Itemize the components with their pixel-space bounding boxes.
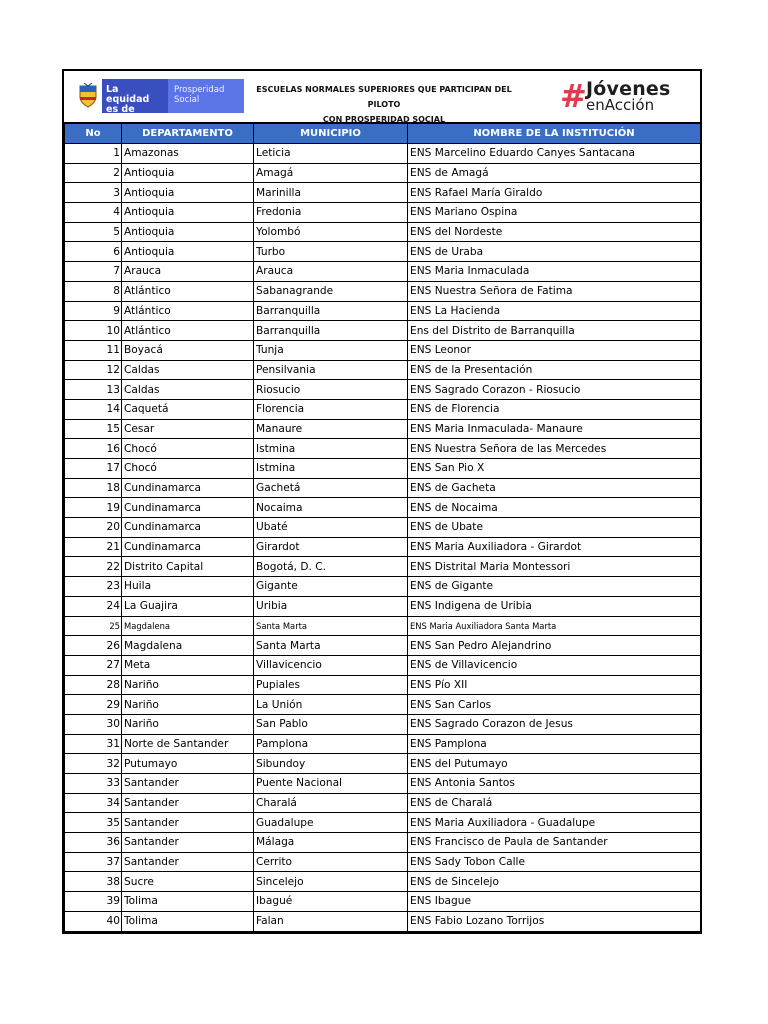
row-departamento: Cesar <box>122 419 254 439</box>
row-institucion: Ens del Distrito de Barranquilla <box>408 321 701 341</box>
table-row <box>65 459 701 479</box>
row-institucion: ENS La Hacienda <box>408 301 701 321</box>
row-municipio: Gachetá <box>254 478 408 498</box>
column-header-no: No <box>65 124 122 144</box>
row-municipio: Sincelejo <box>254 872 408 892</box>
row-institucion: ENS Rafael María Giraldo <box>408 183 701 203</box>
row-departamento: Arauca <box>122 262 254 282</box>
row-departamento: Chocó <box>122 459 254 479</box>
row-institucion: ENS Maria Inmaculada <box>408 262 701 282</box>
row-municipio: Marinilla <box>254 183 408 203</box>
logo-ja-line2: enAcción <box>586 96 655 114</box>
row-departamento: Antioquia <box>122 242 254 262</box>
row-departamento: Santander <box>122 774 254 794</box>
table-row <box>65 577 701 597</box>
row-municipio: Sibundoy <box>254 754 408 774</box>
row-number: 9 <box>65 301 122 321</box>
table-row <box>65 655 701 675</box>
row-institucion: ENS del Nordeste <box>408 222 701 242</box>
row-municipio: Girardot <box>254 537 408 557</box>
row-number: 25 <box>65 616 122 636</box>
row-institucion: ENS Maria Auxiliadora - Guadalupe <box>408 813 701 833</box>
row-municipio: Pamplona <box>254 734 408 754</box>
logo-ja-line1: Jóvenes <box>586 78 671 100</box>
column-header-departamento: DEPARTAMENTO <box>122 124 254 144</box>
row-institucion: ENS San Carlos <box>408 695 701 715</box>
row-institucion: ENS de Gacheta <box>408 478 701 498</box>
table-row <box>65 340 701 360</box>
table-row <box>65 321 701 341</box>
row-number: 15 <box>65 419 122 439</box>
row-departamento: Santander <box>122 852 254 872</box>
row-municipio: Puente Nacional <box>254 774 408 794</box>
table-row <box>65 675 701 695</box>
row-number: 10 <box>65 321 122 341</box>
row-institucion: ENS Pío XII <box>408 675 701 695</box>
row-number: 12 <box>65 360 122 380</box>
row-municipio: Charalá <box>254 793 408 813</box>
row-number: 14 <box>65 399 122 419</box>
row-number: 19 <box>65 498 122 518</box>
row-institucion: ENS Leonor <box>408 340 701 360</box>
row-institucion: ENS de Sincelejo <box>408 872 701 892</box>
logo-equidad-line2: es de todos <box>106 104 137 125</box>
row-institucion: ENS San Pedro Alejandrino <box>408 636 701 656</box>
table-row <box>65 734 701 754</box>
row-municipio: Pensilvania <box>254 360 408 380</box>
row-municipio: Ibagué <box>254 892 408 912</box>
row-municipio: Nocaima <box>254 498 408 518</box>
row-departamento: Magdalena <box>122 636 254 656</box>
row-number: 18 <box>65 478 122 498</box>
document-header <box>64 71 700 123</box>
table-row <box>65 695 701 715</box>
table-row <box>65 754 701 774</box>
row-departamento: La Guajira <box>122 596 254 616</box>
column-header-municipio: MUNICIPIO <box>254 124 408 144</box>
row-institucion: ENS de Uraba <box>408 242 701 262</box>
row-number: 31 <box>65 734 122 754</box>
table-row <box>65 852 701 872</box>
row-number: 37 <box>65 852 122 872</box>
row-departamento: Nariño <box>122 714 254 734</box>
table-row <box>65 892 701 912</box>
row-municipio: Sabanagrande <box>254 281 408 301</box>
table-row <box>65 144 701 164</box>
row-municipio: Cerrito <box>254 852 408 872</box>
row-institucion: ENS Sagrado Corazon - Riosucio <box>408 380 701 400</box>
row-number: 1 <box>65 144 122 164</box>
row-departamento: Caldas <box>122 380 254 400</box>
row-institucion: ENS de Amagá <box>408 163 701 183</box>
row-departamento: Nariño <box>122 695 254 715</box>
title-line1: ESCUELAS NORMALES SUPERIORES QUE PARTICIPAN DEL PILOTO <box>256 85 512 109</box>
row-institucion: ENS Pamplona <box>408 734 701 754</box>
row-number: 35 <box>65 813 122 833</box>
row-departamento: Boyacá <box>122 340 254 360</box>
row-municipio: Manaure <box>254 419 408 439</box>
row-departamento: Sucre <box>122 872 254 892</box>
prosperidad-social-logo <box>74 79 244 125</box>
row-number: 34 <box>65 793 122 813</box>
row-number: 3 <box>65 183 122 203</box>
row-departamento: Caldas <box>122 360 254 380</box>
row-departamento: Atlántico <box>122 281 254 301</box>
row-institucion: ENS Francisco de Paula de Santander <box>408 833 701 853</box>
row-institucion: ENS Nuestra Señora de las Mercedes <box>408 439 701 459</box>
row-municipio: Guadalupe <box>254 813 408 833</box>
row-institucion: ENS Distrital Maria Montessori <box>408 557 701 577</box>
row-number: 33 <box>65 774 122 794</box>
row-number: 36 <box>65 833 122 853</box>
row-number: 16 <box>65 439 122 459</box>
row-municipio: Gigante <box>254 577 408 597</box>
row-municipio: Istmina <box>254 459 408 479</box>
row-institucion: ENS Sagrado Corazon de Jesus <box>408 714 701 734</box>
table-row <box>65 636 701 656</box>
document-title <box>244 82 524 127</box>
colombia-shield-icon <box>74 79 102 113</box>
row-number: 27 <box>65 655 122 675</box>
logo-prosperidad-line2: Social <box>174 95 200 105</box>
table-row <box>65 616 701 636</box>
row-municipio: Barranquilla <box>254 301 408 321</box>
row-number: 20 <box>65 518 122 538</box>
row-departamento: Santander <box>122 793 254 813</box>
row-number: 39 <box>65 892 122 912</box>
row-institucion: ENS Mariano Ospina <box>408 203 701 223</box>
row-departamento: Cundinamarca <box>122 518 254 538</box>
row-municipio: Istmina <box>254 439 408 459</box>
row-municipio: Uribia <box>254 596 408 616</box>
row-number: 38 <box>65 872 122 892</box>
table-row <box>65 774 701 794</box>
row-number: 6 <box>65 242 122 262</box>
row-number: 28 <box>65 675 122 695</box>
row-departamento: Magdalena <box>122 616 254 636</box>
row-number: 40 <box>65 911 122 931</box>
row-municipio: Turbo <box>254 242 408 262</box>
row-departamento: Amazonas <box>122 144 254 164</box>
jovenes-en-accion-logo <box>560 79 700 115</box>
row-institucion: ENS del Putumayo <box>408 754 701 774</box>
logo-equidad-text <box>102 79 168 125</box>
row-departamento: Atlántico <box>122 321 254 341</box>
row-municipio: Santa Marta <box>254 636 408 656</box>
row-departamento: Santander <box>122 833 254 853</box>
row-municipio: Falan <box>254 911 408 931</box>
row-number: 23 <box>65 577 122 597</box>
table-row <box>65 163 701 183</box>
row-number: 26 <box>65 636 122 656</box>
document-sheet <box>62 69 702 934</box>
column-header-institucion: NOMBRE DE LA INSTITUCIÓN <box>408 124 701 144</box>
row-departamento: Meta <box>122 655 254 675</box>
row-departamento: Antioquia <box>122 163 254 183</box>
row-departamento: Caquetá <box>122 399 254 419</box>
row-institucion: ENS Antonia Santos <box>408 774 701 794</box>
row-municipio: Arauca <box>254 262 408 282</box>
row-departamento: Norte de Santander <box>122 734 254 754</box>
row-number: 2 <box>65 163 122 183</box>
row-municipio: Bogotá, D. C. <box>254 557 408 577</box>
table-row <box>65 498 701 518</box>
row-municipio: Fredonia <box>254 203 408 223</box>
row-institucion: ENS Maria Auxiliadora - Girardot <box>408 537 701 557</box>
row-departamento: Santander <box>122 813 254 833</box>
row-number: 5 <box>65 222 122 242</box>
row-departamento: Cundinamarca <box>122 537 254 557</box>
row-departamento: Tolima <box>122 892 254 912</box>
row-institucion: ENS Maria Auxiliadora Santa Marta <box>408 616 701 636</box>
row-number: 13 <box>65 380 122 400</box>
row-departamento: Nariño <box>122 675 254 695</box>
row-municipio: Amagá <box>254 163 408 183</box>
hashtag-icon: # <box>560 77 587 115</box>
table-row <box>65 518 701 538</box>
table-row <box>65 911 701 931</box>
table-row <box>65 439 701 459</box>
row-departamento: Antioquia <box>122 183 254 203</box>
row-institucion: ENS de Ubate <box>408 518 701 538</box>
table-body <box>65 144 701 932</box>
table-row <box>65 714 701 734</box>
row-number: 4 <box>65 203 122 223</box>
table-row <box>65 281 701 301</box>
row-departamento: Chocó <box>122 439 254 459</box>
row-municipio: Málaga <box>254 833 408 853</box>
table-row <box>65 813 701 833</box>
table-row <box>65 399 701 419</box>
table-row <box>65 262 701 282</box>
table-row <box>65 301 701 321</box>
table-row <box>65 537 701 557</box>
row-municipio: Leticia <box>254 144 408 164</box>
row-departamento: Distrito Capital <box>122 557 254 577</box>
row-number: 21 <box>65 537 122 557</box>
row-departamento: Atlántico <box>122 301 254 321</box>
table-row <box>65 242 701 262</box>
title-line2: CON PROSPERIDAD SOCIAL <box>322 115 446 124</box>
row-institucion: ENS de Gigante <box>408 577 701 597</box>
table-row <box>65 833 701 853</box>
row-departamento: Antioquia <box>122 203 254 223</box>
row-institucion: ENS de Nocaima <box>408 498 701 518</box>
row-number: 17 <box>65 459 122 479</box>
row-institucion: ENS de Charalá <box>408 793 701 813</box>
row-municipio: Yolombó <box>254 222 408 242</box>
row-number: 30 <box>65 714 122 734</box>
row-institucion: ENS de la Presentación <box>408 360 701 380</box>
row-institucion: ENS de Florencia <box>408 399 701 419</box>
table-row <box>65 360 701 380</box>
row-departamento: Huila <box>122 577 254 597</box>
row-number: 11 <box>65 340 122 360</box>
schools-table <box>64 123 701 932</box>
table-row <box>65 419 701 439</box>
row-departamento: Putumayo <box>122 754 254 774</box>
row-institucion: ENS Sady Tobon Calle <box>408 852 701 872</box>
row-institucion: ENS Maria Inmaculada- Manaure <box>408 419 701 439</box>
table-row <box>65 596 701 616</box>
row-institucion: ENS Ibague <box>408 892 701 912</box>
table-row <box>65 380 701 400</box>
row-number: 7 <box>65 262 122 282</box>
row-municipio: Villavicencio <box>254 655 408 675</box>
row-municipio: La Unión <box>254 695 408 715</box>
row-municipio: Barranquilla <box>254 321 408 341</box>
row-institucion: ENS Indigena de Uribia <box>408 596 701 616</box>
row-municipio: San Pablo <box>254 714 408 734</box>
table-row <box>65 203 701 223</box>
row-institucion: ENS Marcelino Eduardo Canyes Santacana <box>408 144 701 164</box>
row-institucion: ENS Nuestra Señora de Fatima <box>408 281 701 301</box>
row-municipio: Florencia <box>254 399 408 419</box>
row-number: 29 <box>65 695 122 715</box>
row-departamento: Cundinamarca <box>122 478 254 498</box>
row-departamento: Cundinamarca <box>122 498 254 518</box>
row-municipio: Ubaté <box>254 518 408 538</box>
table-row <box>65 222 701 242</box>
table-row <box>65 183 701 203</box>
table-row <box>65 793 701 813</box>
logo-prosperidad-text <box>168 79 244 113</box>
row-institucion: ENS de Villavicencio <box>408 655 701 675</box>
row-institucion: ENS Fabio Lozano Torrijos <box>408 911 701 931</box>
row-number: 22 <box>65 557 122 577</box>
row-departamento: Antioquia <box>122 222 254 242</box>
row-number: 8 <box>65 281 122 301</box>
logo-prosperidad-line1: Prosperidad <box>174 85 225 95</box>
table-row <box>65 557 701 577</box>
table-row <box>65 872 701 892</box>
row-municipio: Riosucio <box>254 380 408 400</box>
row-municipio: Tunja <box>254 340 408 360</box>
row-number: 32 <box>65 754 122 774</box>
row-municipio: Santa Marta <box>254 616 408 636</box>
row-number: 24 <box>65 596 122 616</box>
table-row <box>65 478 701 498</box>
row-departamento: Tolima <box>122 911 254 931</box>
row-municipio: Pupiales <box>254 675 408 695</box>
logo-equidad-line1: La equidad <box>106 84 150 105</box>
row-institucion: ENS San Pio X <box>408 459 701 479</box>
